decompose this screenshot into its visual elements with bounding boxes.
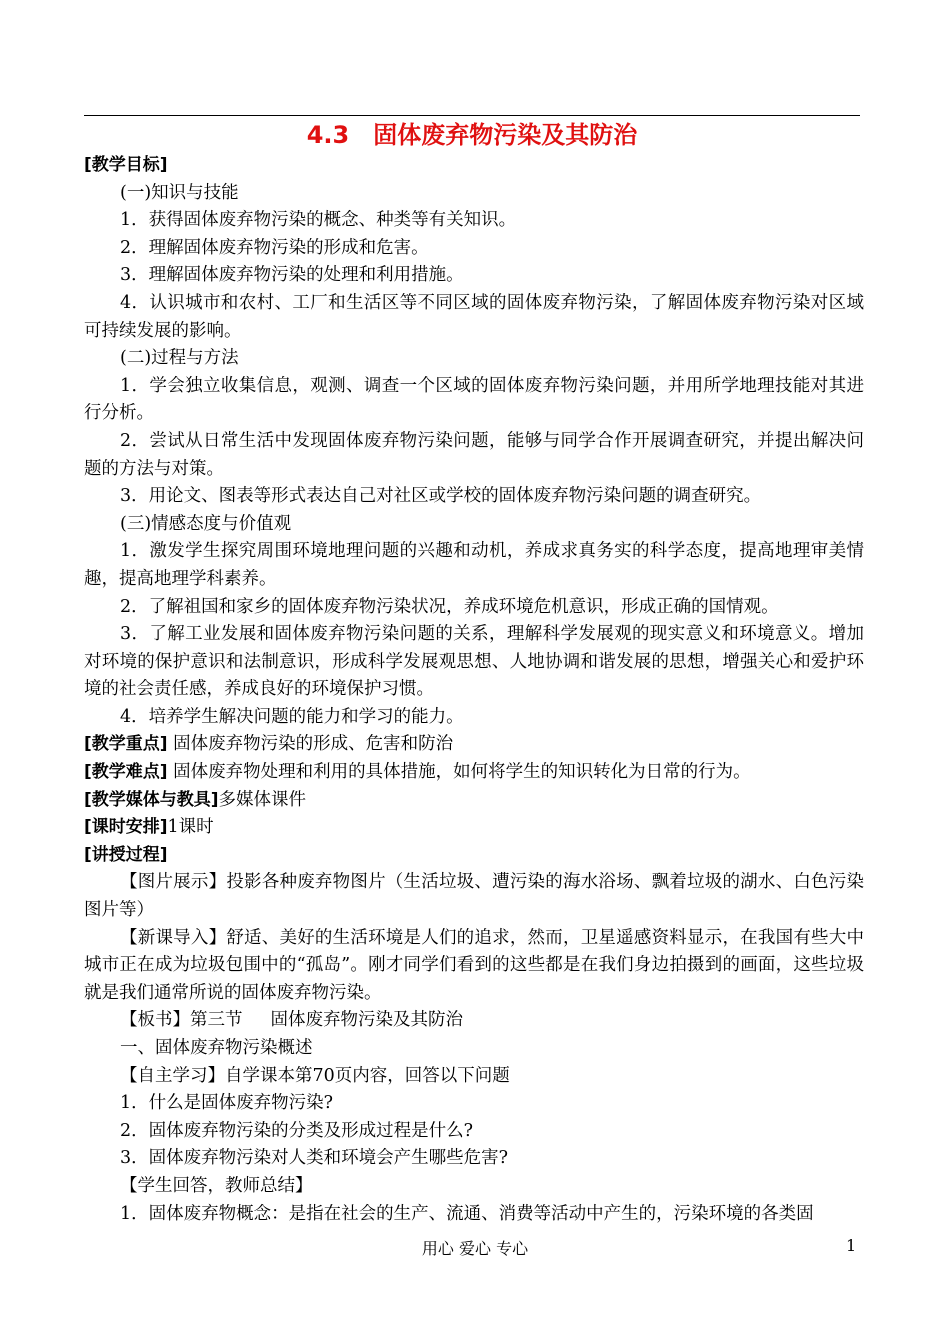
page-number: 1 xyxy=(846,1236,857,1255)
new-lesson-intro-paragraph: 【新课导入】舒适、美好的生活环境是人们的追求，然而，卫星遥感资料显示，在我国有些大中城市正在成为垃圾包围中的“孤岛”。刚才同学们看到的这些都是在我们身边拍摄到的画面，这些垃圾就是我们通常所说的固体废弃物污染。 xyxy=(84,927,864,1003)
process-item-2: 2．尝试从日常生活中发现固体废弃物污染问题，能够与同学合作开展调查研究，并提出解决问题的方法与对策。 xyxy=(84,430,864,479)
key-point-text: 固体废弃物污染的形成、危害和防治 xyxy=(167,734,454,755)
media-heading: [教学媒体与教具] xyxy=(84,789,219,810)
emotion-heading: (三)情感态度与价值观 xyxy=(120,513,292,534)
process-item-1: 1．学会独立收集信息，观测、调查一个区域的固体废弃物污染问题，并用所学地理技能对其进行分析。 xyxy=(84,375,864,424)
media-row xyxy=(84,787,864,815)
board-title: 固体废弃物污染及其防治 xyxy=(270,1010,463,1031)
media-text: 多媒体课件 xyxy=(218,789,307,810)
process-method-heading: (二)过程与方法 xyxy=(120,348,239,369)
hours-text: 1课时 xyxy=(167,817,214,838)
header-rule xyxy=(84,115,860,116)
board-row xyxy=(84,1007,864,1035)
document-body xyxy=(84,152,864,1228)
answer-heading: 【学生回答，教师总结】 xyxy=(120,1175,313,1196)
emotion-item-2: 2．了解祖国和家乡的固体废弃物污染状况，养成环境危机意识，形成正确的国情观。 xyxy=(120,596,779,617)
picture-display-paragraph: 【图片展示】投影各种废弃物图片（生活垃圾、遭污染的海水浴场、飘着垃圾的湖水、白色污染图片等） xyxy=(84,872,864,921)
question-3: 3．固体废弃物污染对人类和环境会产生哪些危害? xyxy=(120,1148,509,1169)
footer-motto: 用心 爱心 专心 xyxy=(421,1239,529,1258)
self-study-line: 【自主学习】自学课本第70页内容，回答以下问题 xyxy=(120,1065,510,1086)
page-title: 4.3 固体废弃物污染及其防治 xyxy=(306,121,638,149)
key-point-heading: [教学重点] xyxy=(84,734,168,755)
emotion-item-1: 1．激发学生探究周围环境地理问题的兴趣和动机，养成求真务实的科学态度，提高地理审美情趣，提高地理学科素养。 xyxy=(84,541,864,589)
knowledge-heading: (一)知识与技能 xyxy=(120,182,239,203)
difficulty-row xyxy=(84,759,864,787)
key-point-row xyxy=(84,731,864,759)
board-label: 【板书】第三节 xyxy=(120,1010,243,1031)
objectives-heading: [教学目标] xyxy=(84,155,168,175)
question-2: 2．固体废弃物污染的分类及形成过程是什么? xyxy=(120,1120,474,1141)
answer-item-1: 1．固体废弃物概念：是指在社会的生产、流通、消费等活动中产生的，污染环境的各类固 xyxy=(120,1203,814,1224)
emotion-item-4: 4．培养学生解决问题的能力和学习的能力。 xyxy=(120,706,464,727)
hours-row xyxy=(84,814,864,842)
hours-heading: [课时安排] xyxy=(84,817,168,838)
difficulty-heading: [教学难点] xyxy=(84,762,168,783)
knowledge-item-4: 4．认识城市和农村、工厂和生活区等不同区域的固体废弃物污染，了解固体废弃物污染对区域可持续发展的影响。 xyxy=(84,292,864,341)
process-item-3: 3．用论文、图表等形式表达自己对社区或学校的固体废弃物污染问题的调查研究。 xyxy=(120,486,762,507)
knowledge-item-3: 3．理解固体废弃物污染的处理和利用措施。 xyxy=(120,265,464,286)
process-heading: [讲授过程] xyxy=(84,844,168,865)
emotion-item-3: 3．了解工业发展和固体废弃物污染问题的关系，理解科学发展观的现实意义和环境意义。增加对环境的保护意识和法制意识，形成科学发展观思想、人地协调和谐发展的思想，增强关心和爱护环境的社会责任感，养成良好的环境保护习惯。 xyxy=(84,624,864,700)
question-1: 1．什么是固体废弃物污染? xyxy=(120,1093,334,1114)
section-1-heading: 一、固体废弃物污染概述 xyxy=(120,1038,313,1058)
knowledge-item-2: 2．理解固体废弃物污染的形成和危害。 xyxy=(120,237,429,258)
difficulty-text: 固体废弃物处理和利用的具体措施，如何将学生的知识转化为日常的行为。 xyxy=(167,762,751,783)
knowledge-item-1: 1．获得固体废弃物污染的概念、种类等有关知识。 xyxy=(120,210,517,231)
